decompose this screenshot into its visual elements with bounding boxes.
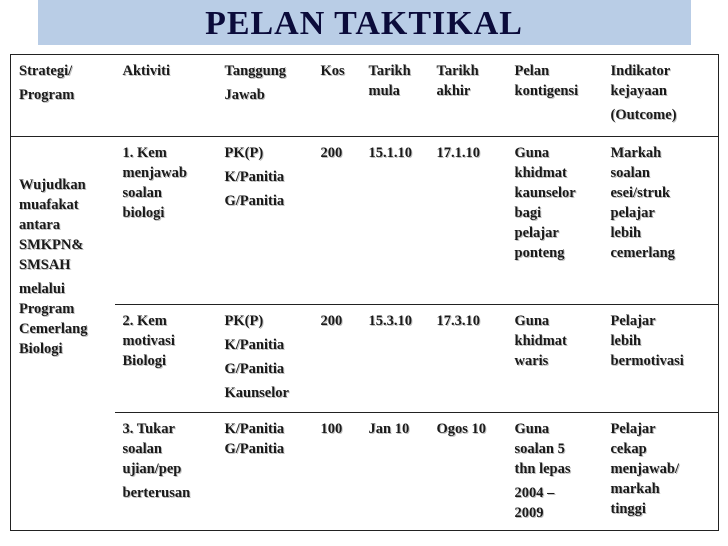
header-indikator: Indikator kejayaan (Outcome) [603,55,719,137]
kontigensi-cell: Guna khidmat kaunselor bagi pelajar ponteng [507,137,603,305]
strategi-cell: Wujudkan muafakat antara SMKPN& SMSAH melalui Program Cemerlang Biologi [11,137,115,531]
header-kos: Kos [313,55,361,137]
indikator-cell: Markah soalan esei/struk pelajar lebih cemerlang [603,137,719,305]
indikator-cell: Pelajar lebih bermotivasi [603,305,719,413]
tarikh-akhir-cell: Ogos 10 [429,413,507,531]
aktiviti-cell: 1. Kem menjawab soalan biologi [115,137,217,305]
kos-cell: 200 [313,137,361,305]
table-row [11,305,719,413]
header-pelan-kontigensi: Pelan kontigensi [507,55,603,137]
tanggung-cell: K/Panitia G/Panitia [217,413,313,531]
tanggung-cell: PK(P) K/Panitia G/Panitia Kaunselor [217,305,313,413]
kontigensi-cell: Guna soalan 5 thn lepas 2004 – 2009 [507,413,603,531]
tarikh-akhir-cell: 17.1.10 [429,137,507,305]
header-tarikh-akhir: Tarikh akhir [429,55,507,137]
table-row [11,413,719,531]
kos-cell: 100 [313,413,361,531]
table-row [11,137,719,305]
kontigensi-cell: Guna khidmat waris [507,305,603,413]
header-strategi: Strategi/ Program [11,55,115,137]
kos-cell: 200 [313,305,361,413]
tarikh-mula-cell: 15.3.10 [361,305,429,413]
header-row [11,55,719,137]
page-title: PELAN TAKTIKAL [205,5,523,42]
tanggung-cell: PK(P) K/Panitia G/Panitia [217,137,313,305]
tarikh-mula-cell: Jan 10 [361,413,429,531]
tactical-plan-table [10,54,719,531]
tarikh-mula-cell: 15.1.10 [361,137,429,305]
header-tanggung-jawab: Tanggung Jawab [217,55,313,137]
tarikh-akhir-cell: 17.3.10 [429,305,507,413]
aktiviti-cell: 3. Tukar soalan ujian/pep berterusan [115,413,217,531]
aktiviti-cell: 2. Kem motivasi Biologi [115,305,217,413]
header-tarikh-mula: Tarikh mula [361,55,429,137]
header-aktiviti: Aktiviti [115,55,217,137]
indikator-cell: Pelajar cekap menjawab/ markah tinggi [603,413,719,531]
